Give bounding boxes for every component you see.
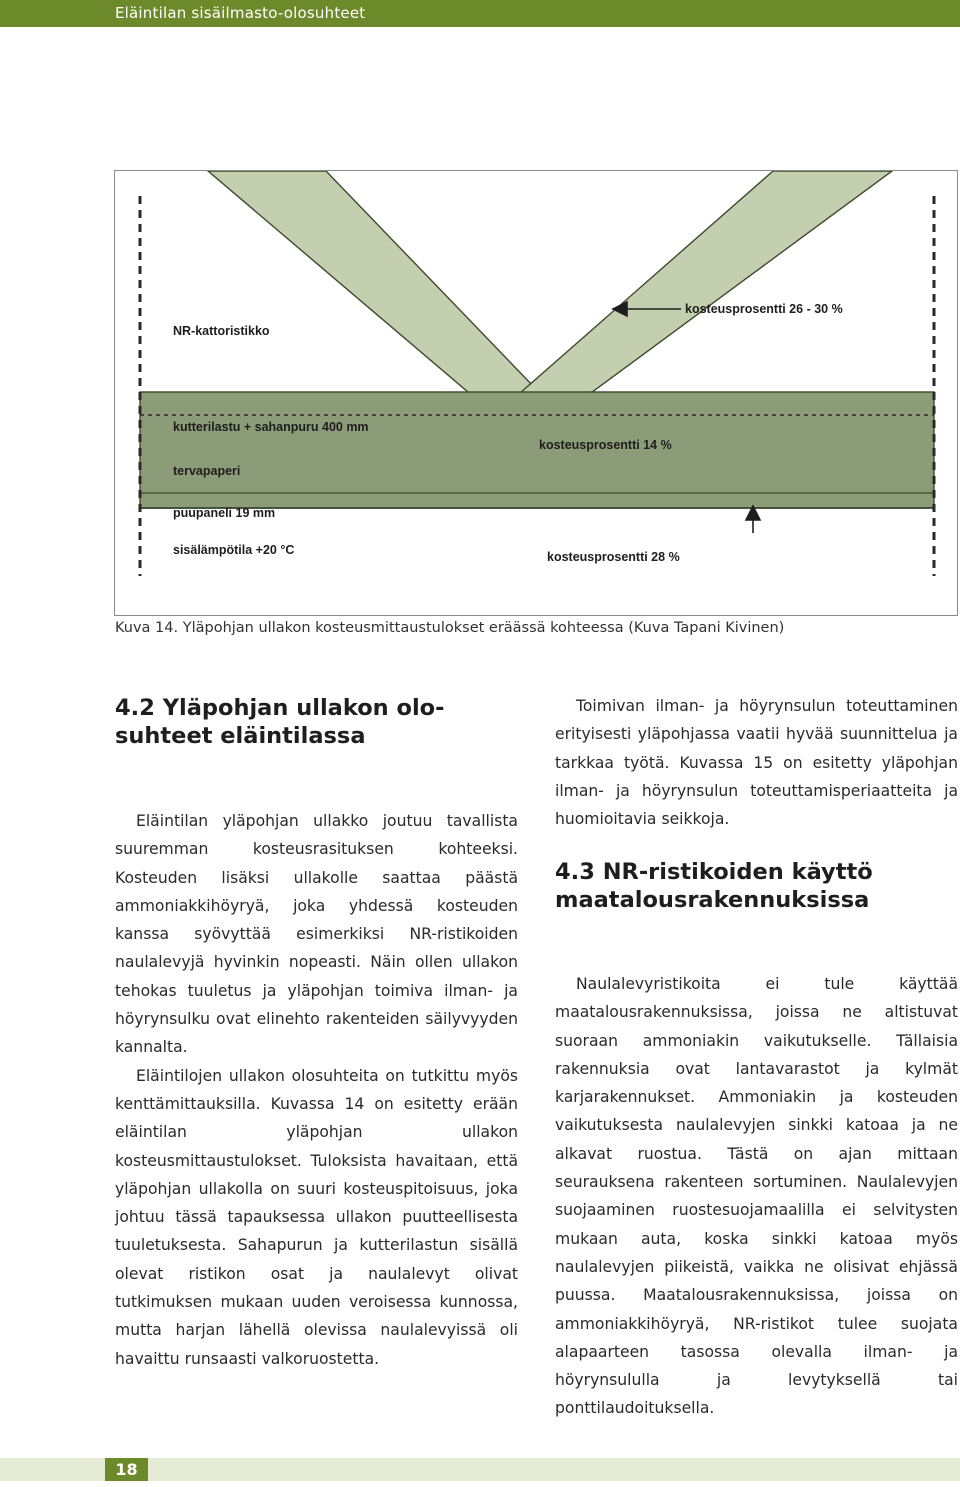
label-truss: NR-kattoristikko bbox=[173, 324, 270, 338]
label-moisture-insulation: kosteusprosentti 14 % bbox=[539, 438, 672, 452]
label-moisture-truss: kosteusprosentti 26 - 30 % bbox=[685, 302, 843, 316]
heading-4-2-line1: 4.2 Yläpohjan ullakon olo- bbox=[115, 695, 445, 721]
label-indoor-temp: sisälämpötila +20 °C bbox=[173, 543, 295, 557]
right-intro-text bbox=[555, 692, 958, 833]
arrow-panel-moisture bbox=[746, 506, 760, 533]
running-header-title: Eläintilan sisäilmasto-olosuhteet bbox=[115, 4, 366, 22]
truss-right-member bbox=[495, 171, 892, 415]
attic-moisture-diagram bbox=[115, 171, 957, 615]
heading-4-2-line2: suhteet eläintilassa bbox=[115, 723, 366, 749]
insulation-layer bbox=[140, 392, 934, 508]
figure-caption: Kuva 14. Yläpohjan ullakon kosteusmittaustulokset eräässä kohteessa (Kuva Tapani Kivinen) bbox=[115, 620, 785, 636]
heading-section-4-3 bbox=[555, 858, 960, 914]
label-moisture-panel: kosteusprosentti 28 % bbox=[547, 550, 680, 564]
heading-section-4-2 bbox=[115, 694, 535, 750]
paragraph: Eläintilojen ullakon olosuhteita on tutkittu myös kenttämittauksilla. Kuvassa 14 on esitetty erään eläintilan yläpohjan ullakon kosteusmittaustulokset. Tuloksista havaitaan, että yläpohjan ullakolla on suuri kosteuspitoisuus, joka johtuu tässä tapauksessa ullakon puutteellisesta tuuletuksesta. Sahapurun ja kutterilastun sisällä olevat ristikon osat ja naulalevyt olivat tutkimuksen mukaan uuden veroisessa kunnossa, mutta harjan lähellä olevissa naulalevyissä oli havaittu runsaasti valkoruostetta. bbox=[115, 1066, 518, 1368]
heading-4-3-line1: 4.3 NR-ristikoiden käyttö bbox=[555, 859, 873, 885]
right-column-text bbox=[555, 970, 958, 1423]
left-column-text bbox=[115, 807, 518, 1373]
heading-4-3-line2: maatalousrakennuksissa bbox=[555, 887, 870, 913]
label-tar-paper: tervapaperi bbox=[173, 464, 241, 478]
truss-left-member bbox=[208, 171, 561, 415]
label-panel: puupaneli 19 mm bbox=[173, 506, 276, 520]
figure-14 bbox=[114, 170, 958, 616]
label-attic-temp: ullakkolämpötila -5 °C bbox=[444, 220, 575, 234]
page-number: 18 bbox=[105, 1458, 148, 1481]
paragraph: Toimivan ilman- ja höyrynsulun toteuttaminen erityisesti yläpohjassa vaatii hyvää suunnittelua ja tarkkaa työtä. Kuvassa 15 on esitetty yläpohjan ilman- ja höyrynsulun toteuttamisperiaatteita ja huomioitavia seikkoja. bbox=[555, 697, 958, 829]
label-insulation: kutterilastu + sahanpuru 400 mm bbox=[173, 420, 369, 434]
paragraph: Eläintilan yläpohjan ullakko joutuu tavallista suuremman kosteusrasituksen kohteeksi. Kosteuden lisäksi ullakolle saattaa päästä ammoniakkihöyryä, joka yhdessä kosteuden kanssa syövyttää esimerkiksi NR-ristikoiden naulalevyjä hyvinkin nopeasti. Näin ollen ullakon tehokas tuuletus ja yläpohjan toimiva ilman- ja höyrynsulku ovat elinehto rakenteiden säilyvyyden kannalta. bbox=[115, 812, 518, 1057]
paragraph: Naulalevyristikoita ei tule käyttää maatalousrakennuksissa, joissa ne altistuvat suoraan ammoniakin vaikutukselle. Tällaisia rakennuksia ovat lantavarastot ja kylmät karjarakennukset. Ammoniakin ja kosteuden vaikutuksesta naulalevyjen sinkki katoaa ja ne alkavat ruostua. Tästä on ajan mittaan seurauksena rakenteen sortuminen. Naulalevyjen suojaaminen ruostesuojamaalilla ei selvitysten mukaan auta, koska sinkki katoaa myös naulalevyjen piikeistä, vaikka ne olisivat ehjässä puussa. Maatalousrakennuksissa, joissa on ammoniakkihöyryä, NR-ristikot tulee suojata alapaarteen tasossa olevalla ilman- ja höyrynsululla ja levytyksellä tai ponttilaudoituksella. bbox=[555, 975, 958, 1418]
